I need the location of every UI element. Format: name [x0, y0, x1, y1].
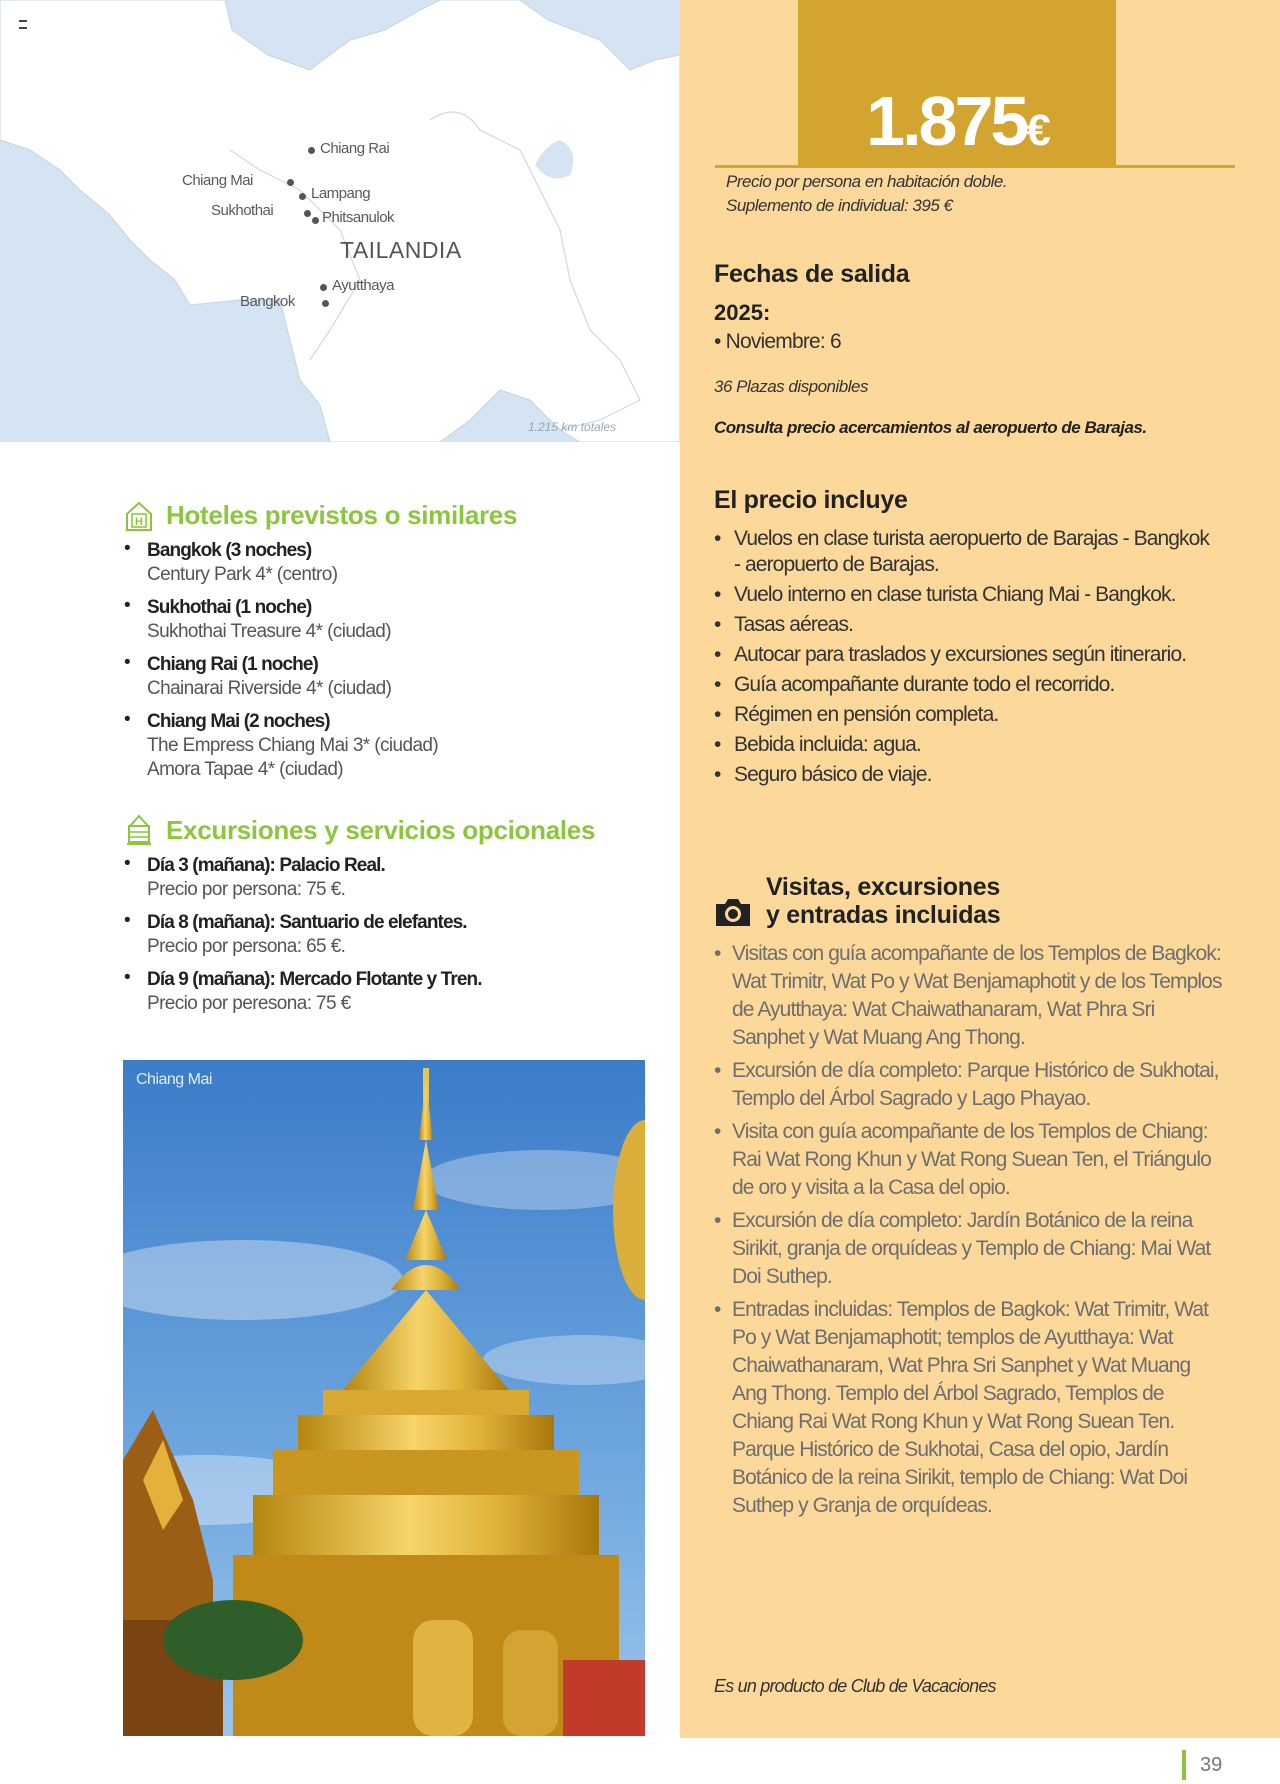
map-label-sukhothai: Sukhothai — [211, 202, 274, 219]
map-dot-bangkok — [322, 300, 329, 307]
excursion-price: Precio por persona: 75 €. — [147, 879, 346, 900]
hotel-item — [124, 652, 644, 701]
visit-item: • Visita con guía acompañante de los Templos de Chiang: Rai Wat Rong Khun y Wat Rong Suean Ten, el Triángulo de oro y visita a la Casa del opio. — [714, 1118, 1224, 1202]
includes-item: • Régimen en pensión completa. — [714, 702, 1214, 728]
map-label-chiang-mai: Chiang Mai — [182, 172, 253, 189]
includes-heading: El precio incluye — [714, 486, 908, 514]
excursions-list — [124, 853, 644, 1024]
map-dot-sukhothai — [304, 210, 311, 217]
visits-heading-line2: y entradas incluidas — [766, 901, 1001, 929]
hotels-heading: Hoteles previstos o similares — [166, 500, 518, 530]
excursion-title: • Día 9 (mañana): Mercado Flotante y Tren. — [147, 969, 482, 990]
includes-item: • Autocar para traslados y excursiones según itinerario. — [714, 642, 1214, 668]
info-panel — [680, 0, 1280, 1738]
route-map — [0, 0, 680, 442]
svg-text:H: H — [135, 516, 143, 528]
excursion-price: Precio por peresona: 75 € — [147, 993, 351, 1014]
price-value: 1.875 — [866, 82, 1027, 160]
departures-heading: Fechas de salida — [714, 260, 910, 288]
chiang-mai-photo — [123, 1060, 645, 1736]
map-dot-phitsanulok — [312, 217, 319, 224]
hotel-name: Sukhothai Treasure 4* (ciudad) — [147, 621, 391, 642]
pagoda-illustration — [123, 1060, 645, 1736]
map-dot-chiang-rai — [308, 147, 315, 154]
map-dot-ayutthaya — [320, 284, 327, 291]
map-label-chiang-rai: Chiang Rai — [320, 140, 390, 157]
visit-item: • Excursión de día completo: Parque Histórico de Sukhotai, Templo del Árbol Sagrado y Lago Phayao. — [714, 1057, 1224, 1113]
page-number-bar — [1182, 1750, 1186, 1780]
map-dot-lampang — [299, 193, 306, 200]
map-label-lampang: Lampang — [311, 185, 371, 202]
map-label-bangkok: Bangkok — [240, 293, 295, 310]
excursion-item — [124, 910, 644, 959]
price-amount — [798, 82, 1116, 160]
map-label-phitsanulok: Phitsanulok — [322, 209, 395, 226]
excursion-title: • Día 3 (mañana): Palacio Real. — [147, 855, 385, 876]
includes-list — [714, 526, 1214, 792]
hotel-name: Amora Tapae 4* (ciudad) — [147, 759, 344, 780]
hotel-name: Century Park 4* (centro) — [147, 564, 338, 585]
includes-item: • Tasas aéreas. — [714, 612, 1214, 638]
map-country-label: TAILANDIA — [340, 237, 462, 263]
hotel-city: • Chiang Mai (2 noches) — [147, 711, 330, 732]
product-footer: Es un producto de Club de Vacaciones — [714, 1676, 996, 1696]
camera-icon — [714, 896, 752, 928]
departure-date-text: Noviembre: 6 — [725, 330, 841, 353]
hotel-item — [124, 538, 644, 587]
visit-item: • Visitas con guía acompañante de los Templos de Bagkok: Wat Trimitr, Wat Po y Wat Benjamaphotit y de los Templos de Ayutthaya: Wat Chaiwathanaram, Wat Phra Sri Sanphet y Wat Muang Ang Thong. — [714, 940, 1224, 1052]
seats-available: 36 Plazas disponibles — [714, 377, 868, 396]
hotel-city: • Sukhothai (1 noche) — [147, 597, 312, 618]
includes-item: • Vuelos en clase turista aeropuerto de Barajas - Bangkok - aeropuerto de Barajas. — [714, 526, 1214, 578]
price-note-double: Precio por persona en habitación doble. — [726, 172, 1008, 191]
includes-item: • Bebida incluida: agua. — [714, 732, 1214, 758]
hotel-item — [124, 709, 644, 782]
page-number: 39 — [1200, 1754, 1223, 1776]
includes-item: • Guía acompañante durante todo el recorrido. — [714, 672, 1214, 698]
hotels-list — [124, 538, 644, 790]
departures-year: 2025: — [714, 300, 771, 325]
hotel-icon — [124, 500, 154, 532]
visits-list — [714, 940, 1224, 1525]
map-dot-chiang-mai — [287, 179, 294, 186]
price-currency: € — [1026, 106, 1048, 155]
map-distance: 1.215 km totales — [528, 420, 617, 434]
hotel-city: • Bangkok (3 noches) — [147, 540, 312, 561]
price-divider — [715, 165, 1235, 168]
visit-item: • Excursión de día completo: Jardín Botánico de la reina Sirikit, granja de orquídeas y Templo de Chiang: Mai Wat Doi Suthep. — [714, 1207, 1224, 1291]
excursion-icon — [124, 814, 154, 846]
includes-item: • Seguro básico de viaje. — [714, 762, 1214, 788]
excursion-item — [124, 967, 644, 1016]
excursion-title: • Día 8 (mañana): Santuario de elefantes. — [147, 912, 467, 933]
departure-date: • Noviembre: 6 — [714, 330, 841, 353]
includes-item: • Vuelo interno en clase turista Chiang Mai - Bangkok. — [714, 582, 1214, 608]
excursions-heading: Excursiones y servicios opcionales — [166, 815, 596, 845]
visits-heading-line1: Visitas, excursiones — [766, 873, 1000, 901]
hotel-item — [124, 595, 644, 644]
hotel-name: The Empress Chiang Mai 3* (ciudad) — [147, 735, 439, 756]
excursion-price: Precio por persona: 65 €. — [147, 936, 346, 957]
photo-caption: Chiang Mai — [136, 1071, 212, 1088]
price-box — [798, 0, 1116, 166]
hotel-city: • Chiang Rai (1 noche) — [147, 654, 318, 675]
hotel-name: Chainarai Riverside 4* (ciudad) — [147, 678, 392, 699]
airport-note: Consulta precio acercamientos al aeropuerto de Barajas. — [714, 418, 1147, 437]
map-label-ayutthaya: Ayutthaya — [332, 277, 394, 294]
visit-item: • Entradas incluidas: Templos de Bagkok: Wat Trimitr, Wat Po y Wat Benjamaphotit; templos de Ayutthaya: Wat Chaiwathanaram, Wat Phra Sri Sanphet y Wat Muang Ang Thong. Templo del Árbol Sagrado, Templos de Chiang Rai Wat Rong Khun y Wat Rong Suean Ten. Parque Histórico de Sukhotai, Casa del opio, Jardín Botánico de la reina Sirikit, templo de Chiang: Wat Doi Suthep y Granja de orquídeas. — [714, 1296, 1224, 1520]
excursion-item — [124, 853, 644, 902]
corner-mark — [19, 20, 27, 29]
price-note-single: Suplemento de individual: 395 € — [726, 196, 953, 215]
